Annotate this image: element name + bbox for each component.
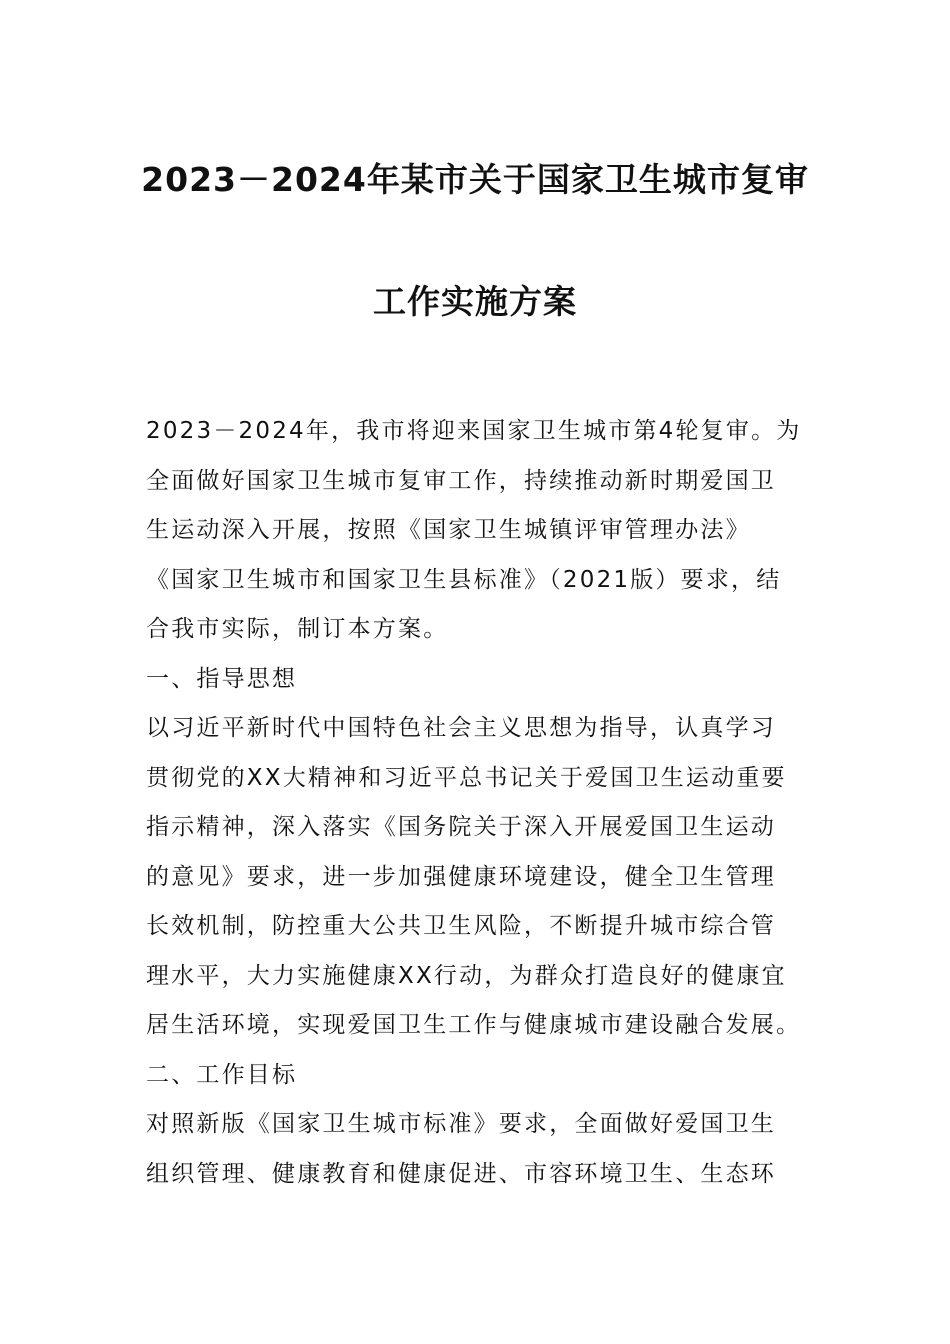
body-line: 生运动深入开展，按照《国家卫生城镇评审管理办法》	[146, 517, 751, 543]
body-line: 长效机制，防控重大公共卫生风险，不断提升城市综合管	[146, 913, 776, 939]
document-title-line-2: 工作实施方案	[373, 282, 577, 321]
body-line: 的意见》要求，进一步加强健康环境建设，健全卫生管理	[146, 863, 776, 890]
body-line: 理水平，大力实施健康XX行动，为群众打造良好的健康宜	[146, 962, 787, 989]
body-line: 组织管理、健康教育和健康促进、市容环境卫生、生态环	[146, 1160, 776, 1187]
body-line: 对照新版《国家卫生城市标准》要求，全面做好爱国卫生	[146, 1111, 776, 1137]
body-line: 以习近平新时代中国特色社会主义思想为指导，认真学习	[146, 715, 776, 741]
body-line: 贯彻党的XX大精神和习近平总书记关于爱国卫生运动重要	[146, 764, 787, 791]
body-line: 全面做好国家卫生城市复审工作，持续推动新时期爱国卫	[146, 467, 776, 494]
document-title-line-1: 2023－2024年某市关于国家卫生城市复审	[141, 160, 809, 199]
body-line: 居生活环境，实现爱国卫生工作与健康城市建设融合发展。	[146, 1012, 802, 1038]
body-line: 指示精神，深入落实《国务院关于深入开展爱国卫生运动	[146, 814, 776, 840]
body-line: 《国家卫生城市和国家卫生县标准》（2021版）要求，结	[146, 566, 782, 593]
body-line: 合我市实际，制订本方案。	[146, 616, 449, 642]
body-line: 2023－2024年，我市将迎来国家卫生城市第4轮复审。为	[146, 418, 802, 444]
section-heading-guiding-ideology: 一、指导思想	[146, 665, 298, 692]
document-body	[146, 407, 806, 1199]
section-heading-work-goals: 二、工作目标	[146, 1061, 298, 1088]
